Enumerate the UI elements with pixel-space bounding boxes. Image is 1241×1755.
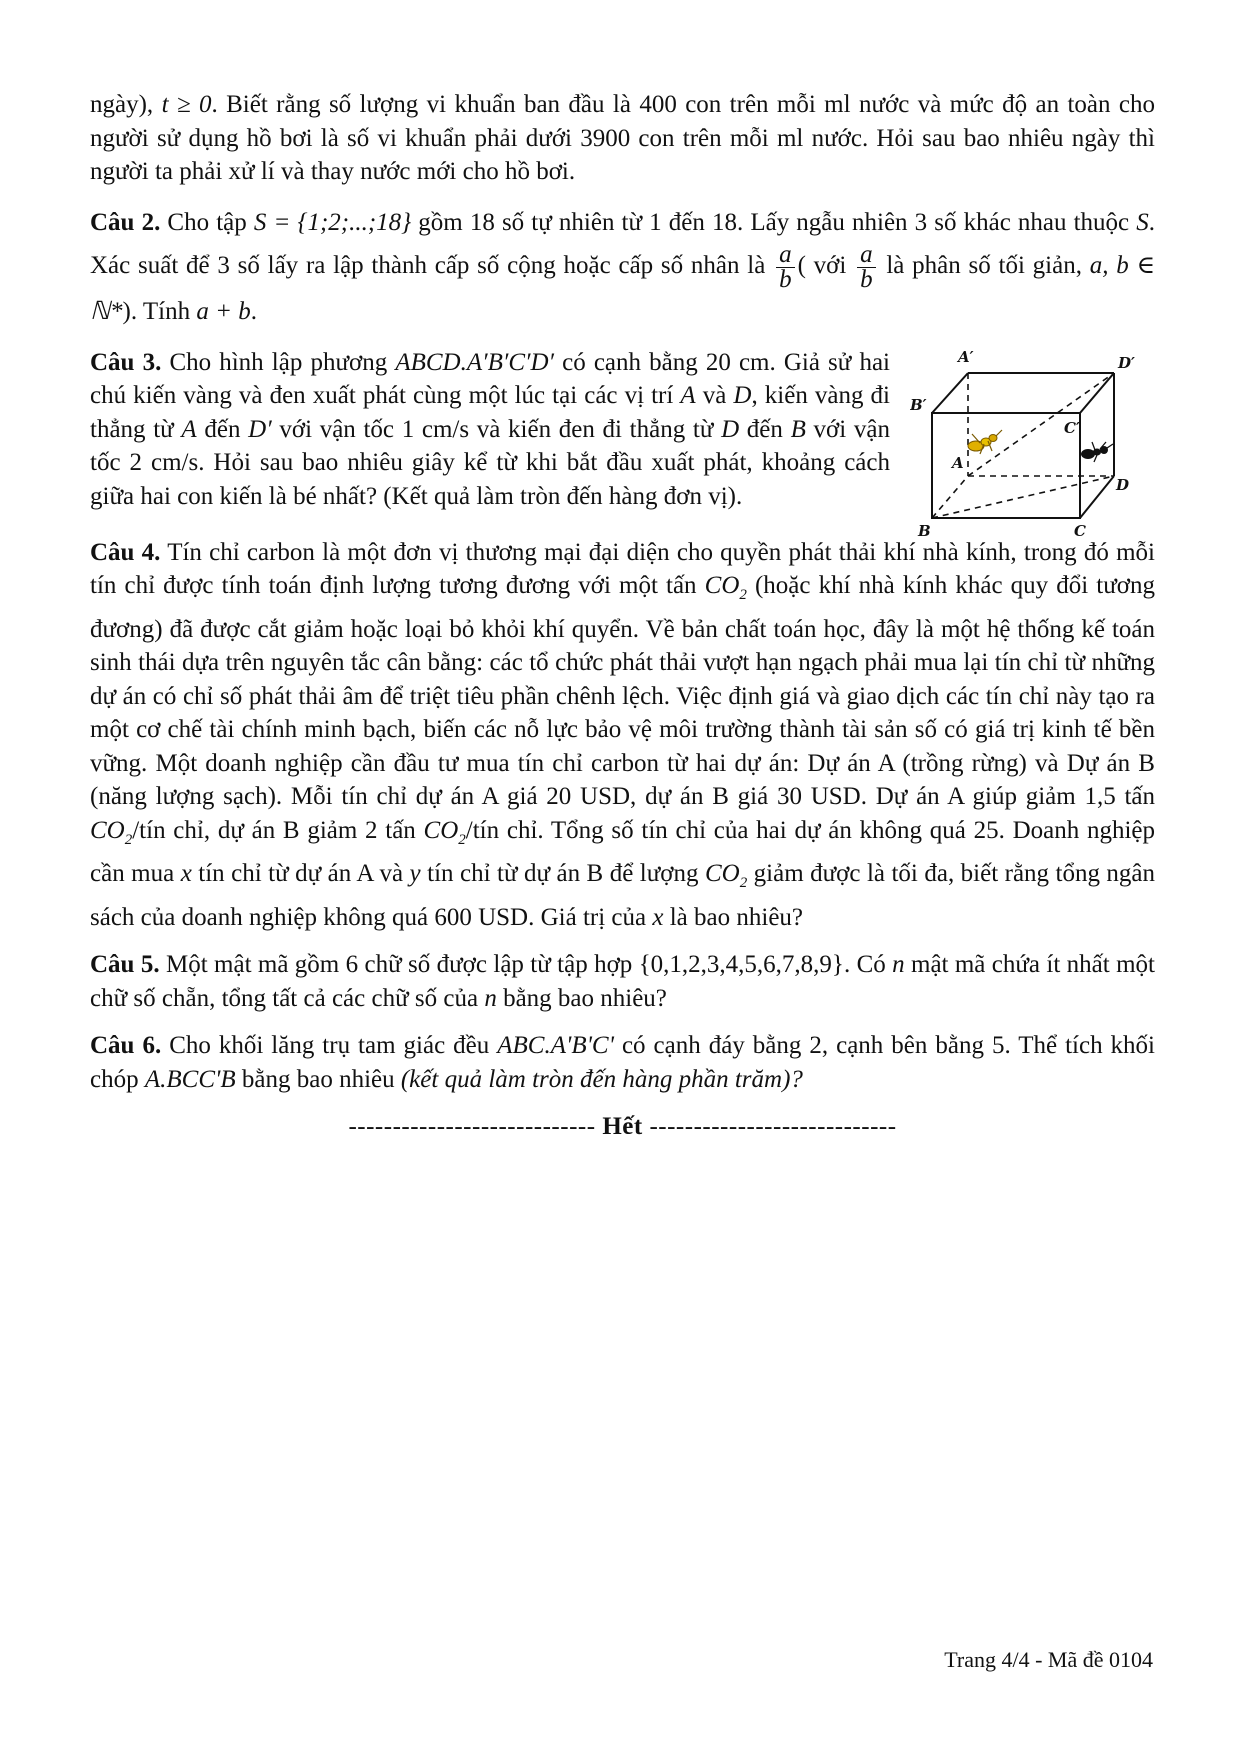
intro-condition: t ≥ 0	[161, 91, 212, 118]
q2-text-4: ( với	[797, 251, 855, 279]
cube-hidden-edge-left	[932, 476, 968, 518]
q5-text-3: mật mã chứa ít nhất một chữ số chẵn, tổng tất cả các chữ số của	[90, 951, 1155, 1012]
q3-cube: ABCD.A′B′C′D′	[395, 348, 554, 376]
question-5	[90, 948, 1155, 1015]
q2-text-5: là phân số tối giản,	[878, 251, 1090, 279]
end-marker	[90, 1110, 1155, 1144]
fraction-num-2: a	[857, 243, 876, 268]
yellow-ant-icon	[968, 430, 1002, 454]
q4-co2-d: CO	[704, 860, 740, 887]
q4-x2: x	[652, 903, 664, 931]
label-b-prime: B′	[910, 395, 927, 414]
q6-two: 2	[809, 1032, 822, 1059]
label-c: C	[1074, 521, 1086, 538]
q6-text-4: bằng bao nhiêu	[235, 1065, 401, 1093]
end-dashes-right: ----------------------------	[642, 1113, 897, 1140]
q3-a2: A	[181, 415, 197, 443]
q6-note: (kết quả làm tròn đến hàng phần trăm)?	[400, 1065, 803, 1093]
q3-b: B	[790, 415, 806, 443]
question-5-label: Câu 5.	[90, 951, 160, 978]
q4-text-3: /tín chỉ, dự án B giảm 2 tấn	[132, 816, 424, 844]
q3-d: D	[733, 382, 752, 409]
q4-co2-a: CO	[704, 572, 740, 599]
end-word: Hết	[602, 1113, 643, 1140]
q5-n: n	[892, 951, 905, 978]
q3-text-7: đến	[739, 415, 791, 443]
fraction-a-b-2	[857, 240, 876, 293]
q4-co2-b-sub: 2	[124, 831, 133, 848]
intro-text: ngày),	[90, 91, 162, 118]
q4-text-7: giảm được là tối đa, biết rằng tổng ngân sách của doanh nghiệp không quá 600 USD. Giá trị của	[90, 860, 1156, 931]
q3-text-3: và	[695, 382, 734, 409]
q4-text-5: tín chỉ từ dự án A và	[191, 860, 410, 887]
end-dashes-left: ----------------------------	[348, 1113, 603, 1140]
q3-text-8: với vận tốc 2 cm/s. Hỏi sau bao nhiêu giây kể từ khi bắt đầu xuất phát, khoảng cách giữa hai con kiến là bé nhất? (Kết quả làm tròn đến hàng đơn vị).	[90, 415, 890, 510]
q4-y: y	[409, 860, 421, 887]
q4-co2-c: CO	[423, 816, 459, 844]
q3-d2: D	[721, 415, 740, 443]
question-6	[90, 1029, 1155, 1096]
q6-text-1: Cho khối lăng trụ tam giác đều	[161, 1032, 498, 1059]
q2-sum: a + b	[196, 297, 251, 325]
q3-a: A	[680, 382, 696, 409]
q4-co2-d-sub: 2	[739, 875, 748, 891]
q4-co2-b: CO	[90, 816, 125, 844]
q4-text-8: là bao nhiêu?	[663, 903, 804, 931]
label-d: D	[1116, 475, 1130, 494]
intro-text-2: . Biết rằng số lượng vi khuẩn ban đầu là 400 con trên mỗi ml nước và mức độ an toàn cho người sử dụng hồ bơi là số vi khuẩn phải dưới 3900 con trên mỗi ml nước. Hỏi sau bao nhiêu ngày thì người ta phải xử lí và thay nước mới cho hồ bơi.	[90, 91, 1156, 185]
q5-text-1: Một mật mã gồm 6 chữ số được lập từ tập hợp	[159, 951, 639, 978]
fraction-den-2: b	[860, 265, 873, 293]
q5-text-2: . Có	[843, 951, 893, 978]
q2-text-2: gồm 18 số tự nhiên từ 1 đến 18. Lấy ngẫu nhiên 3 số khác nhau thuộc	[411, 208, 1137, 236]
label-d-prime: D′	[1118, 353, 1135, 372]
q4-co2-c-sub: 2	[458, 831, 466, 848]
fraction-num: a	[776, 243, 795, 268]
q3-text-6: với vận tốc 1 cm/s và kiến đen đi thẳng từ	[271, 415, 722, 443]
q2-set: S = {1;2;...;18}	[253, 208, 412, 236]
question-2-label: Câu 2.	[90, 208, 161, 236]
q4-text-1: Tín chỉ carbon là một đơn vị thương mại đại diện cho quyền phát thải khí nhà kính, trong đó mỗi tín chỉ được tính toán định lượng tương đương với một tấn	[90, 538, 1155, 599]
page-content	[90, 88, 1155, 1144]
q2-text-3: . Xác suất để 3 số lấy ra lập thành cấp số cộng hoặc cấp số nhân là	[90, 208, 1156, 279]
q6-pyramid: A.BCC'B	[144, 1065, 236, 1093]
q3-text-5: đến	[196, 415, 249, 443]
q3-text-2: có cạnh bằng 20 cm. Giả sử hai chú kiến vàng và đen xuất phát cùng một lúc tại các vị trí	[90, 348, 890, 409]
q3-text-1: Cho hình lập phương	[161, 348, 396, 376]
question-3-text	[90, 346, 890, 514]
fraction-den: b	[779, 265, 792, 293]
q4-text-4: /tín chỉ. Tổng số tín chỉ của hai dự án không quá 25. Doanh nghiệp cần mua	[90, 816, 1156, 887]
cube-edge-top-left	[932, 373, 968, 413]
question-2	[90, 203, 1155, 332]
q5-text-4: bằng bao nhiêu?	[496, 984, 667, 1012]
question-4	[90, 536, 1155, 935]
fraction-a-b	[776, 240, 795, 293]
q2-text-1: Cho tập	[160, 208, 254, 236]
q6-prism: ABC.A'B'C'	[497, 1032, 614, 1059]
q4-text-6: tín chỉ từ dự án B để lượng	[420, 860, 705, 887]
q2-text-7: .	[250, 297, 257, 325]
label-c-prime: C′	[1064, 418, 1080, 437]
q4-x: x	[180, 860, 192, 887]
q2-ab: a, b ∈ ℕ*	[90, 251, 1155, 325]
path-d-to-b	[932, 476, 1114, 518]
label-a: A	[952, 453, 964, 472]
q3-dp: D′	[248, 415, 272, 443]
question-4-label: Câu 4.	[90, 538, 161, 566]
intro-paragraph	[90, 88, 1155, 189]
label-b: B	[918, 521, 931, 538]
question-3	[90, 346, 1155, 536]
q3-text-4: , kiến vàng đi thẳng từ	[90, 382, 890, 443]
q6-text-3: , cạnh bên bằng 5. Thể tích khối chóp	[90, 1032, 1155, 1093]
black-ant-icon	[1081, 442, 1113, 462]
q2-s: S	[1136, 208, 1149, 236]
path-a-to-dprime	[968, 373, 1114, 476]
label-a-prime: A′	[958, 347, 974, 366]
q6-text-2: có cạnh đáy bằng	[613, 1032, 810, 1059]
cube-diagram	[910, 338, 1155, 538]
q5-set: {0,1,2,3,4,5,6,7,8,9}	[638, 951, 844, 978]
q2-text-6: ). Tính	[122, 297, 197, 325]
question-6-label: Câu 6.	[90, 1032, 162, 1059]
q4-text-2: (hoặc khí nhà kính khác quy đổi tương đương) đã được cắt giảm hoặc loại bỏ khỏi khí quyển. Về bản chất toán học, đây là một hệ thống kế toán sinh thái dựa trên nguyên tắc cân bằng: các tổ chức phát thải vượt hạn ngạch phải mua lại tín chỉ từ những dự án có chỉ số phát thải âm để triệt tiêu phần chênh lệch. Việc định giá và giao dịch các tín chỉ này tạo ra một cơ chế tài chính minh bạch, biến các nỗ lực bảo vệ môi trường thành tài sản số có giá trị kinh tế bền vững. Một doanh nghiệp cần đầu tư mua tín chỉ carbon từ hai dự án: Dự án A (trồng rừng) và Dự án B (năng lượng sạch). Mỗi tín chỉ dự án A giá 20 USD, dự án B giá 30 USD. Dự án A giúp giảm 1,5 tấn	[90, 572, 1156, 810]
question-3-label: Câu 3.	[90, 348, 162, 376]
q4-co2-a-sub: 2	[739, 587, 747, 603]
q5-n2: n	[484, 984, 497, 1012]
page-footer: Trang 4/4 - Mã đề 0104	[944, 1647, 1153, 1672]
